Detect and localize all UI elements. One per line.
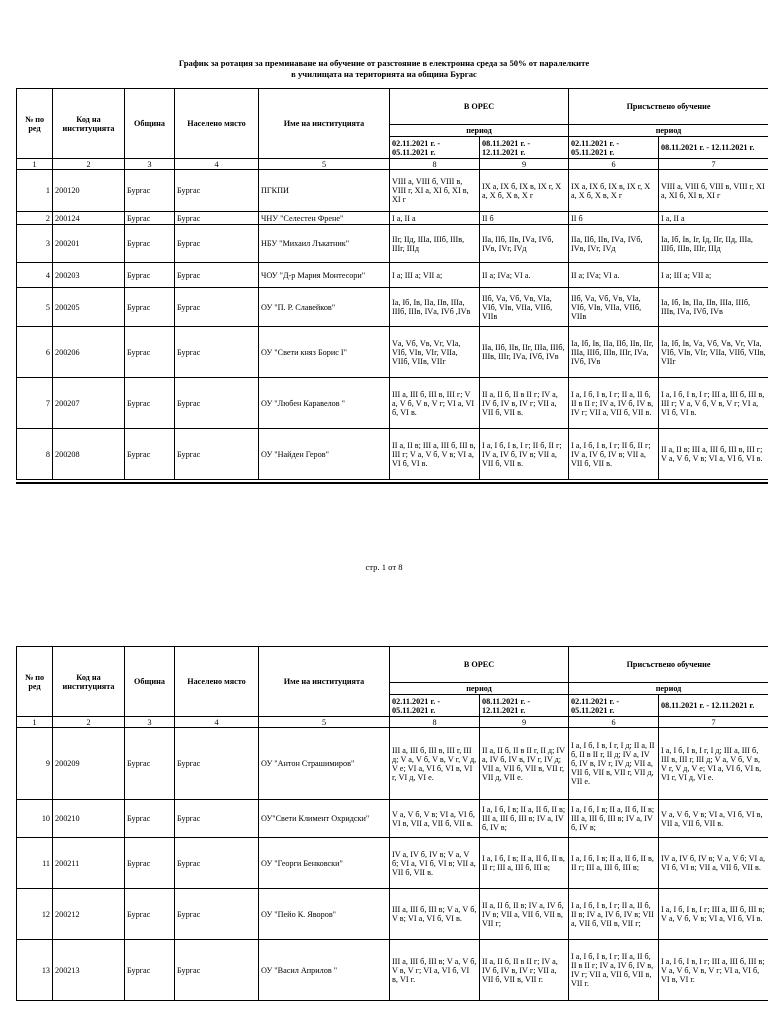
table-row [17,288,768,327]
header-code: Код на институцията [53,647,125,717]
presence-period-2: I а, II а [659,212,768,225]
settlement: Бургас [175,327,259,378]
row-number: 1 [17,170,53,212]
schedule-table-page-2 [16,646,768,1001]
presence-period-1: I а, I б, I в, I г; II а, II б, II в II г; IV а, IV б, IV в, IV г; VII а, VII б, VII в. [569,378,659,429]
settlement: Бургас [175,940,259,1001]
institution-name: ПГКПИ [259,170,390,212]
row-number: 4 [17,263,53,288]
municipality: Бургас [125,800,175,838]
title-line-1: График за ротация за преминаване на обучение от разстояние в електронна среда за 50% от паралелките [178,58,590,68]
presence-period-2: I а, I б, I в, I г, I д; III а, III б, III в, III г, III д; V а, V б, V в, V г, V д, V е; VI а, VI б, VI в, VI г, VI д, VI е. [659,728,768,800]
institution-name: ОУ "Георги Бенковски" [259,838,390,889]
settlement: Бургас [175,728,259,800]
presence-period-1: I а, I б, I в, I г; II а, II б, II в; IV а, IV б, IV в; VII а, VII б, VII в, VII г; [569,889,659,940]
header-period-dates: 08.11.2021 г. - 12.11.2021 г. [659,695,768,717]
settlement: Бургас [175,889,259,940]
row-number: 7 [17,378,53,429]
institution-code: 200124 [53,212,125,225]
row-number: 12 [17,889,53,940]
header-period-dates: 08.11.2021 г. - 12.11.2021 г. [480,695,569,717]
presence-period-1: I а, I б, I в, I г; II б, II г; IV а, IV б, IV в; VII а, VII б, VII в. [569,429,659,480]
table-row [17,838,768,889]
ores-period-2: II а, II б, II в II г, II д; IV а, IV б, IV в, IV г, IV д; VII а, VII б, VII в, VII г, VII д, VII е. [480,728,569,800]
municipality: Бургас [125,212,175,225]
column-number: 9 [480,159,569,170]
ores-period-1: V а, V б, V в; VI а, VI б, VI в, VII а, VII б, VII в. [390,800,480,838]
column-number: 5 [259,717,390,728]
presence-period-2: I а, I б, I в, I г; III а, III б, III в, III г; V а, V б, V в, V г; VI а, VI б, VI в. [659,378,768,429]
ores-period-1: III а, III б, III в; V а, V б, V в, V г; VI а, VI б, VI в, VI г. [390,940,480,1001]
header-period-dates: 02.11.2021 г. - 05.11.2021 г. [569,695,659,717]
ores-period-2: I а, I б, I в; II а, II б, II в, II г; III а, III б, III в; [480,838,569,889]
settlement: Бургас [175,263,259,288]
ores-period-1: VIII а, VIII б, VIII в, VIII г, XI а, XI б, XI в, XI г [390,170,480,212]
ores-period-2: IX а, IX б, IX в, IX г, X а, X б, X в, X г [480,170,569,212]
ores-period-2: II а, II б, II в II г; IV а, IV б, IV в, IV г; VII а, VII б, VII в, VII г. [480,940,569,1001]
header-ores: В ОРЕС [390,89,569,125]
presence-period-1: IIб, Vа, Vб, Vв, VIа, VIб, VIв, VIIа, VIIб, VIIв [569,288,659,327]
header-institution: Име на институцията [259,647,390,717]
institution-name: ОУ "Свети княз Борис I" [259,327,390,378]
presence-period-1: I а, I б, I в, I г; II а, II б, II в II г; IV а, IV б, IV в, IV г; VII а, VII б, VII в, VII г. [569,940,659,1001]
municipality: Бургас [125,378,175,429]
presence-period-2: IV а, IV б, IV в; V а, V б; VI а, VI б, VI в; VII а, VII б, VII в. [659,838,768,889]
column-number: 1 [17,159,53,170]
column-number: 6 [569,159,659,170]
ores-period-1: I а, II а [390,212,480,225]
table-row [17,212,768,225]
header-no: № по ред [17,647,53,717]
institution-code: 200207 [53,378,125,429]
column-number: 2 [53,159,125,170]
settlement: Бургас [175,288,259,327]
ores-period-2: II а, II б, II в; IV а, IV б, IV в; VII а, VII б, VII в, VII г; [480,889,569,940]
ores-period-2: I а, I б, I в; II а, II б, II в; III а, III б, III в; IV а, IV б, IV в; [480,800,569,838]
table-row [17,429,768,480]
column-number: 5 [259,159,390,170]
settlement: Бургас [175,429,259,480]
column-number: 4 [175,717,259,728]
header-period: период [569,125,768,137]
institution-code: 200208 [53,429,125,480]
header-municipality: Община [125,89,175,159]
header-no: № по ред [17,89,53,159]
ores-period-1: III а, III б, III в, III г, III д; V а, V б, V в, V г, V д, V е; VI а, VI б, VI в, VI г, VI д, VI е. [390,728,480,800]
presence-period-2: I а; III а; VII а; [659,263,768,288]
header-code: Код на институцията [53,89,125,159]
header-period-dates: 02.11.2021 г. - 05.11.2021 г. [390,695,480,717]
presence-period-2: I а, I б, I в, I г; III а, III б, III в; V а, V б, V в, V г; VI а, VI б, VI в, VI г. [659,940,768,1001]
institution-code: 200211 [53,838,125,889]
column-number: 8 [390,717,480,728]
ores-period-2: II б [480,212,569,225]
column-number: 6 [569,717,659,728]
municipality: Бургас [125,263,175,288]
ores-period-2: IIб, Vа, Vб, Vв, VIа, VIб, VIв, VIIа, VIIб, VIIв [480,288,569,327]
header-presence: Присъствено обучение [569,647,768,683]
row-number: 8 [17,429,53,480]
header-institution: Име на институцията [259,89,390,159]
row-number: 13 [17,940,53,1001]
column-number: 7 [659,159,768,170]
header-municipality: Община [125,647,175,717]
row-number: 2 [17,212,53,225]
header-row [17,647,768,683]
ores-period-2: IIа, IIб, IIв, IIг, IIIа, IIIб, IIIв, IIIг, IVа, IVб, IVв [480,327,569,378]
header-period: период [569,683,768,695]
ores-period-2: II а; IVа; VI а. [480,263,569,288]
municipality: Бургас [125,429,175,480]
header-period-dates: 08.11.2021 г. - 12.11.2021 г. [480,137,569,159]
ores-period-1: Iа, Iб, Iв, IIа, IIв, IIIа, IIIб, IIIв, IVа, IVб ,IVв [390,288,480,327]
institution-code: 200210 [53,800,125,838]
page-number: стр. 1 от 8 [365,562,403,572]
municipality: Бургас [125,889,175,940]
presence-period-2: Iа, Iб, Iв, Iг, Iд, IIг, IIд, IIIа, IIIб, IIIв, IIIг, IIIд [659,225,768,263]
institution-code: 200203 [53,263,125,288]
row-number: 10 [17,800,53,838]
row-number: 3 [17,225,53,263]
table-row [17,170,768,212]
ores-period-2: II а, II б, II в II г; IV а, IV б, IV в, IV г; VII а, VII б, VII в. [480,378,569,429]
header-period: период [390,683,569,695]
column-number: 2 [53,717,125,728]
header-period: период [390,125,569,137]
table-row [17,378,768,429]
institution-code: 200206 [53,327,125,378]
ores-period-1: Vа, Vб, Vв, Vг, VIа, VIб, VIв, VIг, VIIа, VIIб, VIIв, VIIг [390,327,480,378]
row-number: 11 [17,838,53,889]
municipality: Бургас [125,225,175,263]
document-title [0,58,768,80]
column-number: 4 [175,159,259,170]
institution-name: НБУ "Михаил Лъкатник" [259,225,390,263]
presence-period-1: IX а, IX б, IX в, IX г, X а, X б, X в, X г [569,170,659,212]
presence-period-1: II б [569,212,659,225]
ores-period-1: IV а, IV б, IV в; V а, V б; VI а, VI б, VI в; VII а, VII б, VII в. [390,838,480,889]
table-row [17,940,768,1001]
header-period-dates: 02.11.2021 г. - 05.11.2021 г. [390,137,480,159]
institution-name: ОУ "Любен Каравелов " [259,378,390,429]
header-settlement: Населено място [175,647,259,717]
presence-period-1: I а, I б, I в; II а, II б, II в, II г; III а, III б, III в; [569,838,659,889]
presence-period-2: I а, I б, I в, I г; III а, III б, III в; V а, V б, V в; VI а, VI б, VI в. [659,889,768,940]
header-presence: Присъствено обучение [569,89,768,125]
row-number: 6 [17,327,53,378]
settlement: Бургас [175,225,259,263]
column-number-row [17,717,768,728]
table-row [17,800,768,838]
institution-name: ОУ "Найден Геров" [259,429,390,480]
table-bottom-rule [16,482,768,484]
institution-name: ОУ "Антон Страшимиров" [259,728,390,800]
column-number: 1 [17,717,53,728]
institution-name: ОУ "Васил Априлов " [259,940,390,1001]
presence-period-2: VIII а, VIII б, VIII в, VIII г, XI а, XI б, XI в, XI г [659,170,768,212]
institution-name: ОУ"Свети Климент Охридски" [259,800,390,838]
institution-name: ОУ "Пейо К. Яворов" [259,889,390,940]
row-number: 5 [17,288,53,327]
institution-code: 200205 [53,288,125,327]
institution-code: 200213 [53,940,125,1001]
row-number: 9 [17,728,53,800]
header-period-dates: 08.11.2021 г. - 12.11.2021 г. [659,137,768,159]
municipality: Бургас [125,940,175,1001]
settlement: Бургас [175,378,259,429]
column-number: 8 [390,159,480,170]
institution-name: ЧОУ "Д-р Мария Монтесори" [259,263,390,288]
municipality: Бургас [125,838,175,889]
municipality: Бургас [125,288,175,327]
column-number-row [17,159,768,170]
table-row [17,263,768,288]
header-settlement: Населено място [175,89,259,159]
presence-period-2: Iа, Iб, Iв, IIа, IIв, IIIа, IIIб, IIIв, IVа, IVб, IVв [659,288,768,327]
title-line-2: в училищата на територията на община Бургас [291,69,477,79]
ores-period-1: III а, III б, III в; V а, V б, V в; VI а, VI б, VI в. [390,889,480,940]
presence-period-1: IIа, IIб, IIв, IVа, IVб, IVв, IVг, IVд [569,225,659,263]
table-row [17,889,768,940]
institution-code: 200212 [53,889,125,940]
institution-code: 200120 [53,170,125,212]
header-ores: В ОРЕС [390,647,569,683]
municipality: Бургас [125,728,175,800]
presence-period-1: I а, I б, I в, I г, I д; II а, II б, II в II г, II д; IV а, IV б, IV в, IV г, IV д; VII а, VII б, VII в, VII г, VII д, VII е. [569,728,659,800]
institution-name: ЧНУ "Селестен Френе" [259,212,390,225]
table-row [17,225,768,263]
municipality: Бургас [125,170,175,212]
column-number: 9 [480,717,569,728]
settlement: Бургас [175,800,259,838]
schedule-table-page-1 [16,88,768,480]
column-number: 7 [659,717,768,728]
presence-period-2: II а, II в; III а, III б, III в, III г; V а, V б, V в; VI а, VI б, VI в. [659,429,768,480]
ores-period-1: I а; III а; VII а; [390,263,480,288]
settlement: Бургас [175,838,259,889]
table-row [17,728,768,800]
column-number: 3 [125,717,175,728]
ores-period-2: IIа, IIб, IIв, IVа, IVб, IVв, IVг, IVд [480,225,569,263]
institution-code: 200201 [53,225,125,263]
presence-period-1: I а, I б, I в; II а, II б, II в; III а, III б, III в; IV а, IV б, IV в; [569,800,659,838]
presence-period-2: Iа, Iб, Iв, Vа, Vб, Vв, Vг, VIа, VIб, VIв, VIг, VIIа, VIIб, VIIв, VIIг [659,327,768,378]
header-period-dates: 02.11.2021 г. - 05.11.2021 г. [569,137,659,159]
settlement: Бургас [175,170,259,212]
municipality: Бургас [125,327,175,378]
presence-period-2: V а, V б, V в; VI а, VI б, VI в, VII а, VII б, VII в. [659,800,768,838]
ores-period-1: III а, III б, III в, III г; V а, V б, V в, V г; VI а, VI б, VI в. [390,378,480,429]
column-number: 3 [125,159,175,170]
ores-period-1: IIг, IIд, IIIа, IIIб, IIIв, IIIг, IIIд [390,225,480,263]
table-row [17,327,768,378]
header-row [17,89,768,125]
settlement: Бургас [175,212,259,225]
presence-period-1: II а; IVа; VI а. [569,263,659,288]
institution-code: 200209 [53,728,125,800]
ores-period-2: I а, I б, I в, I г; II б, II г; IV а, IV б, IV в; VII а, VII б, VII в. [480,429,569,480]
institution-name: ОУ "П. Р. Славейков" [259,288,390,327]
ores-period-1: II а, II в; III а, III б, III в, III г; V а, V б, V в; VI а, VI б, VI в. [390,429,480,480]
presence-period-1: Iа, Iб, Iв, IIа, IIб, IIв, IIг, IIIа, IIIб, IIIв, IIIг, IVа, IVб, IVв [569,327,659,378]
